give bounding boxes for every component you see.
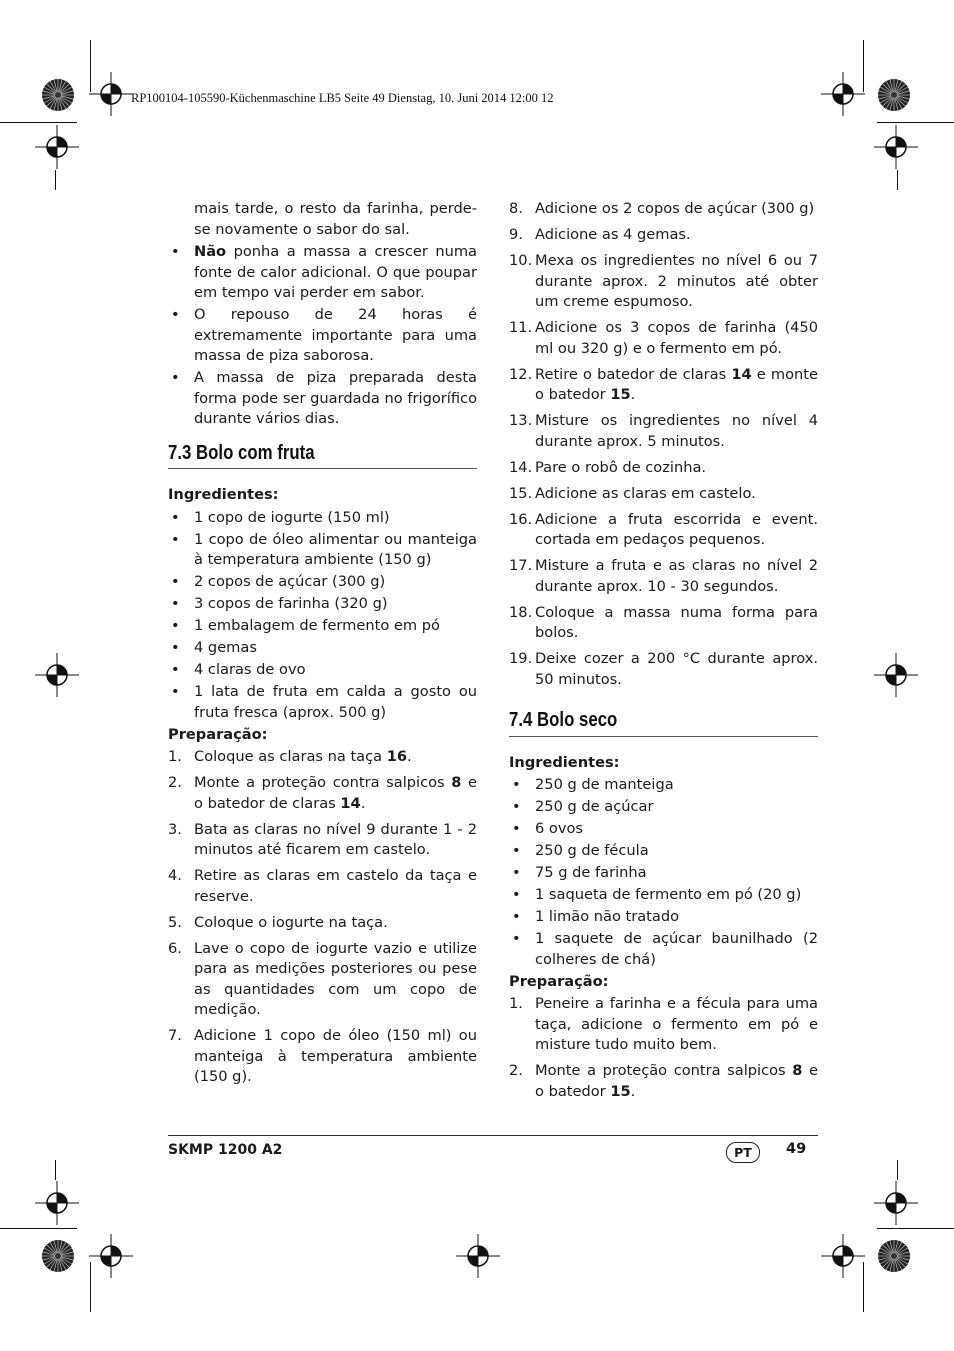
section-heading-7-3 bbox=[168, 441, 477, 470]
step-number: 19. bbox=[509, 650, 533, 667]
language-badge: PT bbox=[726, 1142, 760, 1163]
numbered-step bbox=[509, 458, 818, 479]
registration-crosshair-icon bbox=[819, 70, 867, 118]
bullet-text bbox=[194, 368, 477, 430]
step-text bbox=[535, 510, 818, 551]
numbered-step bbox=[509, 484, 818, 505]
text-run: Deixe cozer a 200 °C durante aprox. 50 minutos. bbox=[535, 650, 818, 688]
bullet-glyph: • bbox=[512, 776, 521, 793]
bullet-glyph: • bbox=[171, 595, 180, 612]
bullet-text: 3 copos de farinha (320 g) bbox=[194, 595, 388, 612]
bullet-item bbox=[168, 305, 477, 367]
step-number: 5. bbox=[168, 913, 182, 931]
step-number: 2. bbox=[509, 1062, 523, 1079]
crop-mark bbox=[877, 122, 954, 123]
color-calibration-rosette-icon bbox=[40, 77, 76, 113]
numbered-step bbox=[509, 251, 818, 313]
bullet-item bbox=[168, 242, 477, 304]
bullet-glyph: • bbox=[512, 886, 521, 903]
part-reference-number: 14 bbox=[340, 794, 361, 812]
part-reference-number: 15 bbox=[610, 1082, 631, 1100]
numbered-step bbox=[168, 820, 477, 861]
page-number: 49 bbox=[786, 1141, 807, 1157]
preparation-label: Preparação: bbox=[168, 725, 268, 743]
bullet-item bbox=[168, 616, 477, 637]
continuation-text: mais tarde, o resto da farinha, perde-se novamente o sabor do sal. bbox=[194, 200, 477, 238]
step-text bbox=[194, 866, 477, 907]
bullet-glyph: • bbox=[171, 573, 180, 590]
text-run: e o batedor de claras bbox=[194, 774, 477, 812]
step-text bbox=[535, 1061, 818, 1102]
tips-list bbox=[168, 242, 477, 430]
ingredients-label: Ingredientes: bbox=[168, 486, 279, 503]
step-text bbox=[535, 199, 818, 220]
text-run: Pare o robô de cozinha. bbox=[535, 458, 707, 476]
crop-mark bbox=[90, 1262, 91, 1312]
part-reference-number: 14 bbox=[731, 365, 752, 383]
preparation-label: Preparação: bbox=[509, 972, 609, 990]
step-number: 11. bbox=[509, 319, 533, 336]
numbered-step bbox=[168, 939, 477, 1021]
registration-crosshair-icon bbox=[33, 1179, 81, 1227]
numbered-step bbox=[168, 1026, 477, 1088]
text-run: Retire o batedor de claras bbox=[535, 365, 732, 383]
bullet-text: 1 limão não tratado bbox=[535, 908, 680, 925]
left-column bbox=[168, 199, 477, 1093]
part-reference-number: 15 bbox=[610, 386, 631, 403]
step-text bbox=[194, 820, 477, 861]
color-calibration-rosette-icon bbox=[876, 77, 912, 113]
registration-crosshair-icon bbox=[454, 1232, 502, 1280]
print-header: RP100104-105590-Küchenmaschine LB5 Seite 49 Dienstag, 10. Juni 2014 12:00 12 bbox=[131, 91, 554, 105]
step-text bbox=[535, 649, 818, 690]
step-number: 18. bbox=[509, 603, 533, 621]
bullet-glyph: • bbox=[171, 617, 180, 634]
numbered-step bbox=[509, 411, 818, 452]
registration-crosshair-icon bbox=[872, 651, 920, 699]
numbered-step bbox=[509, 556, 818, 597]
registration-crosshair-icon bbox=[872, 123, 920, 171]
bullet-item bbox=[509, 841, 818, 862]
step-text bbox=[535, 365, 818, 406]
numbered-step bbox=[168, 773, 477, 814]
bullet-glyph: • bbox=[171, 530, 180, 548]
part-reference-number: 16 bbox=[386, 748, 408, 765]
numbered-step bbox=[509, 510, 818, 551]
bullet-text: 250 g de açúcar bbox=[535, 798, 654, 815]
text-run: Misture os ingredientes no nível 4 durante aprox. 5 minutos. bbox=[535, 412, 818, 450]
part-reference-number: 8 bbox=[451, 774, 462, 791]
text-run: A massa de piza preparada desta forma pode ser guardada no frigorífico durante vários dias. bbox=[194, 369, 477, 427]
numbered-step bbox=[509, 199, 818, 220]
crop-mark bbox=[863, 1262, 864, 1312]
bullet-glyph: • bbox=[171, 369, 180, 386]
text-run: . bbox=[630, 1082, 636, 1100]
bullet-text: 250 g de fécula bbox=[535, 842, 649, 859]
crop-mark bbox=[0, 1228, 77, 1229]
bullet-glyph: • bbox=[171, 683, 180, 700]
registration-crosshair-icon bbox=[872, 1179, 920, 1227]
text-run: O repouso de 24 horas é extremamente importante para uma massa de piza saborosa. bbox=[194, 306, 477, 364]
step-text bbox=[535, 484, 818, 505]
bullet-item bbox=[168, 508, 477, 529]
step-number: 12. bbox=[509, 365, 533, 383]
bullet-item bbox=[509, 907, 818, 928]
bullet-glyph: • bbox=[171, 306, 180, 323]
section-title: 7.4 Bolo seco bbox=[509, 709, 618, 731]
step-text bbox=[535, 318, 818, 359]
text-run: Adicione as 4 gemas. bbox=[535, 226, 691, 243]
text-run: Adicione os 2 copos de açúcar (300 g) bbox=[535, 200, 815, 217]
step-number: 1. bbox=[168, 748, 182, 765]
bullet-text: 75 g de farinha bbox=[535, 864, 647, 881]
bold-term: Não bbox=[194, 243, 227, 260]
step-text bbox=[535, 458, 818, 479]
text-run: Retire as claras em castelo da taça e reserve. bbox=[194, 867, 477, 905]
preparation-steps-continued bbox=[509, 199, 818, 690]
bullet-text: 1 copo de óleo alimentar ou manteiga à temperatura ambiente (150 g) bbox=[194, 530, 477, 568]
bullet-item bbox=[509, 819, 818, 840]
numbered-step bbox=[168, 866, 477, 907]
preparation-steps bbox=[509, 994, 818, 1102]
bullet-text: 4 claras de ovo bbox=[194, 661, 306, 678]
text-run: Coloque as claras na taça bbox=[194, 748, 387, 765]
section-title: 7.3 Bolo com fruta bbox=[168, 441, 315, 464]
bullet-item bbox=[509, 775, 818, 796]
step-number: 4. bbox=[168, 867, 182, 884]
step-number: 14. bbox=[509, 458, 533, 476]
step-number: 7. bbox=[168, 1027, 182, 1044]
step-text bbox=[535, 994, 818, 1056]
bullet-glyph: • bbox=[171, 661, 180, 678]
text-run: Coloque a massa numa forma para bolos. bbox=[535, 603, 818, 641]
registration-crosshair-icon bbox=[819, 1232, 867, 1280]
numbered-step bbox=[509, 1061, 818, 1102]
text-run: Coloque o iogurte na taça. bbox=[194, 913, 388, 931]
step-number: 6. bbox=[168, 939, 182, 957]
ingredients-label: Ingredientes: bbox=[509, 753, 620, 771]
text-run: . bbox=[360, 794, 366, 812]
bullet-item bbox=[509, 885, 818, 906]
bullet-text: 2 copos de açúcar (300 g) bbox=[194, 573, 386, 590]
numbered-step bbox=[168, 747, 477, 768]
text-run: Bata as claras no nível 9 durante 1 - 2 minutos até ficarem em castelo. bbox=[194, 820, 477, 858]
numbered-step bbox=[509, 603, 818, 644]
step-number: 1. bbox=[509, 995, 523, 1012]
registration-crosshair-icon bbox=[33, 123, 81, 171]
step-text bbox=[535, 603, 818, 644]
step-number: 16. bbox=[509, 510, 533, 528]
crop-mark bbox=[863, 40, 864, 92]
part-reference-number: 8 bbox=[792, 1062, 803, 1079]
step-text bbox=[535, 225, 818, 246]
crop-mark bbox=[90, 40, 91, 92]
numbered-step bbox=[509, 318, 818, 359]
bullet-glyph: • bbox=[171, 508, 180, 526]
bullet-item bbox=[168, 368, 477, 430]
bullet-item bbox=[509, 929, 818, 970]
model-number: SKMP 1200 A2 bbox=[168, 1142, 283, 1158]
text-run: Misture a fruta e as claras no nível 2 durante aprox. 10 - 30 segundos. bbox=[535, 557, 818, 595]
step-text bbox=[535, 411, 818, 452]
bullet-item bbox=[168, 682, 477, 723]
text-run: . bbox=[407, 748, 412, 765]
bullet-glyph: • bbox=[512, 842, 521, 859]
bullet-glyph: • bbox=[512, 864, 521, 881]
text-run: Mexa os ingredientes no nível 6 ou 7 durante aprox. 2 minutos até obter um creme espumoso. bbox=[535, 252, 818, 310]
bullet-text: 1 copo de iogurte (150 ml) bbox=[194, 508, 390, 526]
bullet-glyph: • bbox=[171, 243, 180, 260]
text-run: Lave o copo de iogurte vazio e utilize para as medições posteriores ou pese as quantidades com um copo de medição. bbox=[194, 939, 477, 1018]
footer-rule bbox=[168, 1135, 818, 1136]
bullet-glyph: • bbox=[512, 908, 521, 925]
text-run: Adicione a fruta escorrida e event. cortada em pedaços pequenos. bbox=[535, 510, 818, 548]
text-run: Adicione os 3 copos de farinha (450 ml ou 320 g) e o fermento em pó. bbox=[535, 319, 818, 357]
bullet-text: 6 ovos bbox=[535, 820, 584, 837]
text-run: Adicione 1 copo de óleo (150 ml) ou manteiga à temperatura ambiente (150 g). bbox=[194, 1027, 477, 1085]
step-number: 3. bbox=[168, 820, 182, 838]
crop-mark bbox=[0, 122, 77, 123]
step-number: 2. bbox=[168, 774, 182, 791]
bullet-text: 250 g de manteiga bbox=[535, 776, 674, 793]
bullet-text bbox=[194, 305, 477, 367]
numbered-step bbox=[168, 913, 477, 934]
bullet-item bbox=[168, 572, 477, 593]
bullet-text: 1 lata de fruta em calda a gosto ou fruta fresca (aprox. 500 g) bbox=[194, 683, 477, 721]
crop-mark bbox=[897, 1160, 898, 1180]
numbered-step bbox=[509, 649, 818, 690]
step-text bbox=[194, 1026, 477, 1088]
bullet-text: 4 gemas bbox=[194, 639, 257, 656]
bullet-item bbox=[168, 594, 477, 615]
bullet-text: 1 saquete de açúcar baunilhado (2 colheres de chá) bbox=[535, 930, 818, 968]
step-text bbox=[535, 251, 818, 313]
bullet-text: 1 embalagem de fermento em pó bbox=[194, 617, 440, 634]
step-number: 15. bbox=[509, 484, 533, 502]
numbered-step bbox=[509, 365, 818, 406]
crop-mark bbox=[55, 170, 56, 190]
ingredients-list bbox=[509, 775, 818, 970]
bullet-glyph: • bbox=[512, 930, 521, 947]
step-number: 10. bbox=[509, 252, 533, 269]
crop-mark bbox=[877, 1228, 954, 1229]
crop-mark bbox=[897, 170, 898, 190]
text-run: . bbox=[630, 386, 636, 403]
step-text bbox=[535, 556, 818, 597]
step-number: 9. bbox=[509, 226, 523, 243]
text-run: e monte o batedor bbox=[535, 365, 818, 403]
numbered-step bbox=[509, 994, 818, 1056]
text-run: ponha a massa a crescer numa fonte de calor adicional. O que poupar em tempo vai perder em sabor. bbox=[194, 243, 477, 301]
numbered-step bbox=[509, 225, 818, 246]
bullet-glyph: • bbox=[171, 639, 180, 656]
preparation-steps bbox=[168, 747, 477, 1088]
section-heading-7-4 bbox=[509, 708, 818, 737]
step-number: 17. bbox=[509, 557, 533, 574]
right-column bbox=[509, 199, 818, 1108]
bullet-glyph: • bbox=[512, 798, 521, 815]
step-number: 13. bbox=[509, 412, 533, 429]
text-run: Peneire a farinha e a fécula para uma taça, adicione o fermento em pó e misture tudo muito bem. bbox=[535, 995, 818, 1053]
bullet-item bbox=[509, 797, 818, 818]
text-run: Monte a proteção contra salpicos bbox=[535, 1062, 793, 1079]
step-text bbox=[194, 939, 477, 1021]
step-text bbox=[194, 747, 477, 768]
bullet-text bbox=[194, 242, 477, 304]
bullet-item bbox=[168, 660, 477, 681]
registration-crosshair-icon bbox=[87, 1232, 135, 1280]
step-text bbox=[194, 913, 477, 934]
registration-crosshair-icon bbox=[87, 70, 135, 118]
bullet-item bbox=[509, 863, 818, 884]
text-run: Adicione as claras em castelo. bbox=[535, 484, 756, 502]
registration-crosshair-icon bbox=[33, 651, 81, 699]
bullet-item bbox=[168, 530, 477, 571]
text-run: e o batedor bbox=[535, 1062, 818, 1100]
bullet-item bbox=[168, 638, 477, 659]
color-calibration-rosette-icon bbox=[876, 1238, 912, 1274]
text-run: Monte a proteção contra salpicos bbox=[194, 774, 452, 791]
bullet-text: 1 saqueta de fermento em pó (20 g) bbox=[535, 886, 802, 903]
step-text bbox=[194, 773, 477, 814]
bullet-glyph: • bbox=[512, 820, 521, 837]
crop-mark bbox=[55, 1160, 56, 1180]
color-calibration-rosette-icon bbox=[40, 1238, 76, 1274]
ingredients-list bbox=[168, 508, 477, 724]
step-number: 8. bbox=[509, 200, 523, 217]
